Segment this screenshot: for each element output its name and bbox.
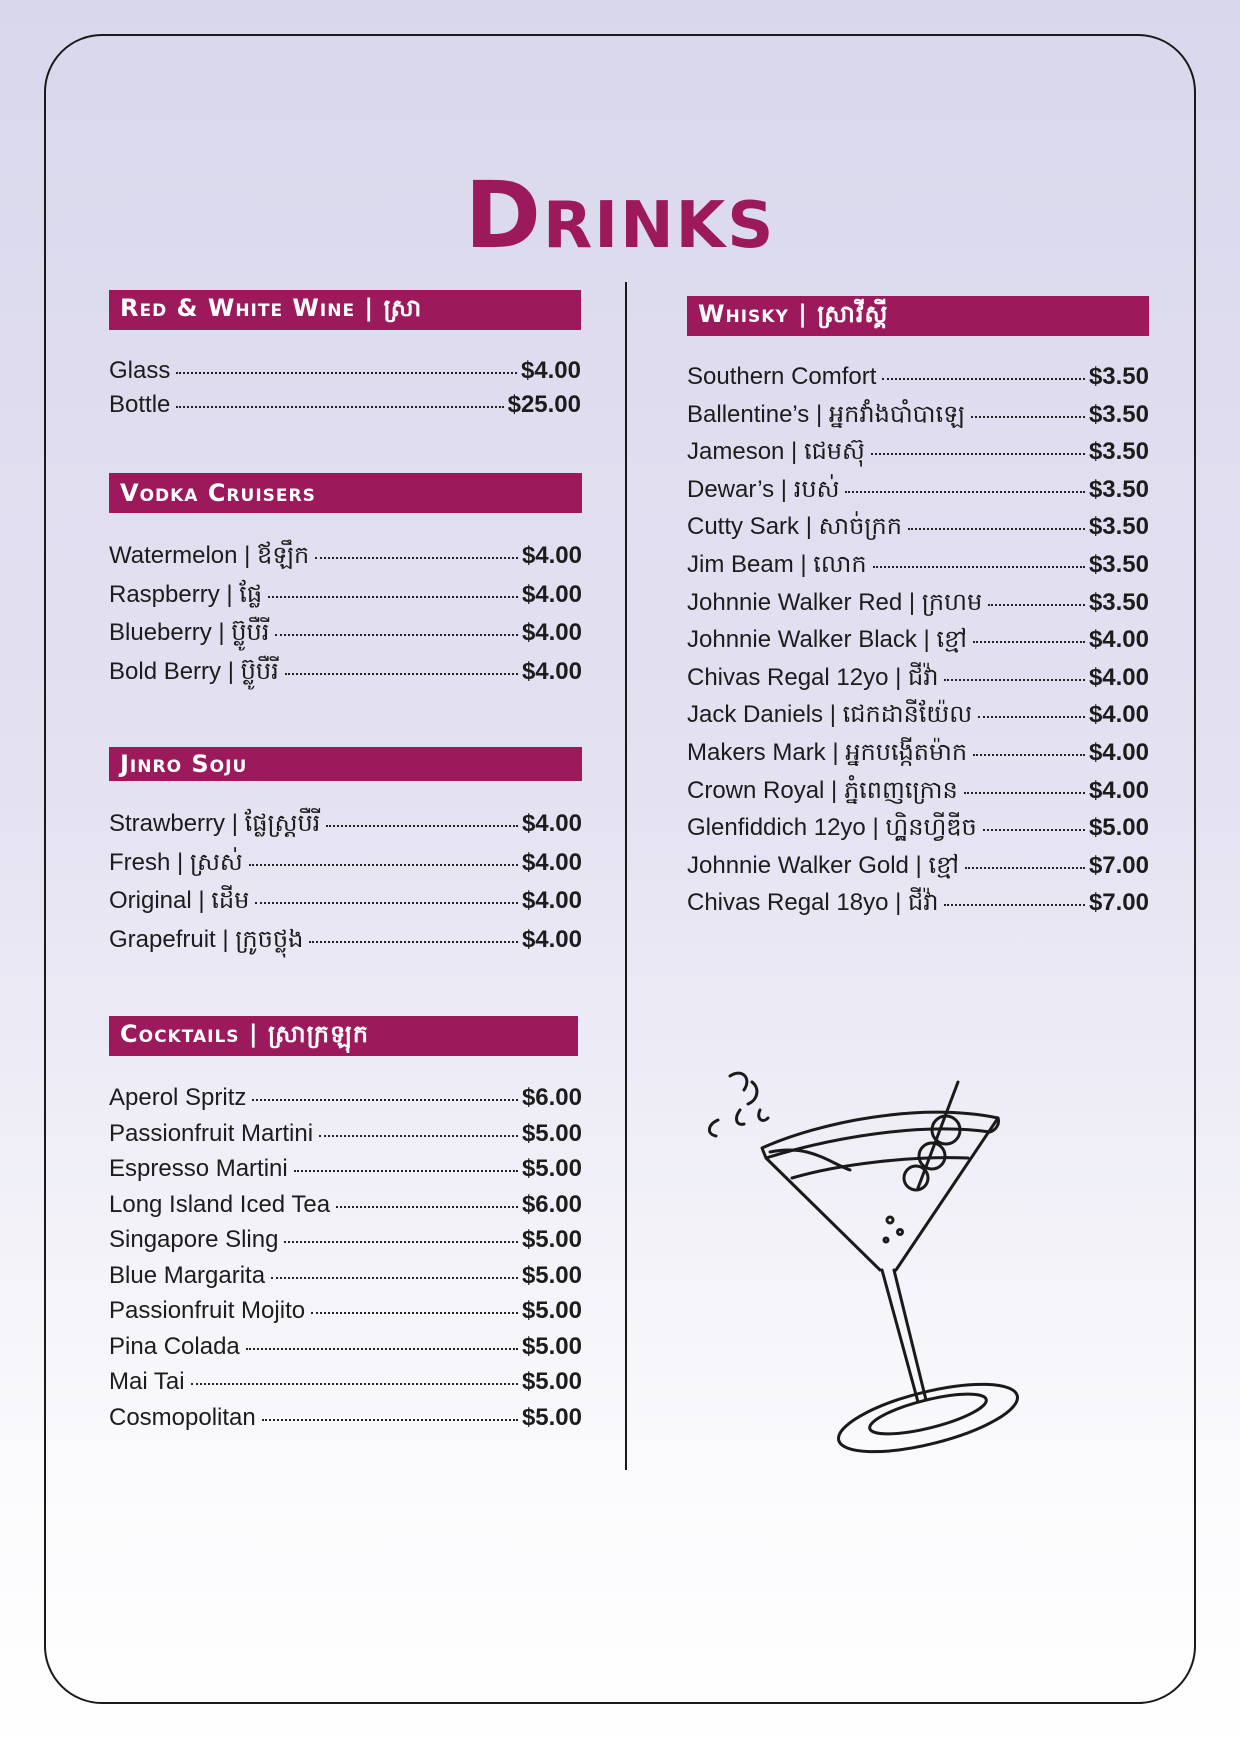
dot-leader (871, 453, 1085, 455)
item-name: Johnnie Walker Black | ខ្មៅ (687, 626, 967, 654)
item-name: Long Island Iced Tea (109, 1190, 331, 1218)
item-name: Watermelon | ឪឡឹក (109, 542, 310, 569)
dot-leader (249, 864, 518, 866)
dot-leader (176, 406, 503, 408)
dot-leader (971, 416, 1085, 418)
item-price: $5.00 (521, 1368, 582, 1395)
menu-item (687, 809, 1149, 847)
dot-leader (191, 1383, 518, 1385)
splash-droplet (748, 1082, 757, 1104)
menu-item (109, 1364, 582, 1400)
menu-item (109, 1293, 582, 1329)
dot-leader (336, 1206, 518, 1208)
menu-item (687, 884, 1149, 922)
menu-item (109, 1222, 582, 1258)
item-price: $6.00 (521, 1190, 582, 1218)
glass-bowl-side (766, 1158, 880, 1270)
item-name: Chivas Regal 12yo | ជីវ៉ា (687, 663, 939, 691)
item-name: Glenfiddich 12yo | ហ្គ្លិនហ្វីឌីច (687, 814, 977, 842)
menu-item (687, 621, 1149, 659)
item-price: $4.00 (1088, 701, 1149, 729)
dot-leader (983, 829, 1085, 831)
menu-item (109, 388, 581, 422)
item-price: $5.00 (521, 1332, 582, 1360)
dot-leader (326, 825, 518, 827)
item-price: $3.50 (1088, 400, 1149, 428)
item-price: $3.50 (1088, 588, 1149, 616)
dot-leader (908, 528, 1085, 530)
section-header: Jinro Soju (109, 747, 582, 781)
item-price: $5.00 (521, 1226, 582, 1253)
item-name: Passionfruit Mojito (109, 1297, 306, 1324)
item-price: $3.50 (1088, 513, 1149, 541)
item-name: Singapore Sling (109, 1226, 279, 1253)
dot-leader (262, 1419, 518, 1421)
item-name: Pina Colada (109, 1332, 240, 1360)
item-price: $5.00 (1088, 814, 1149, 842)
section-wine (109, 290, 581, 422)
dot-leader (973, 641, 1085, 643)
column-divider (625, 282, 627, 1470)
glass-base-inner (866, 1386, 989, 1442)
bubble (884, 1238, 888, 1242)
item-name: Jameson | ជេមស៊ុ (687, 438, 865, 466)
splash-droplet (737, 1110, 744, 1124)
item-list (109, 1080, 582, 1435)
item-list (109, 805, 582, 959)
dot-leader (285, 673, 518, 675)
menu-item (109, 1080, 582, 1116)
martini-glass-illustration (700, 1060, 1050, 1460)
item-price: $5.00 (521, 1119, 582, 1147)
menu-item (687, 772, 1149, 810)
dot-leader (246, 1348, 518, 1350)
menu-item (687, 659, 1149, 697)
menu-item (109, 1329, 582, 1365)
menu-item (109, 1116, 582, 1152)
item-price: $6.00 (521, 1084, 582, 1111)
menu-item (687, 358, 1149, 396)
item-price: $7.00 (1088, 889, 1149, 917)
item-list (687, 358, 1149, 922)
item-name: Johnnie Walker Red | ក្រហម (687, 588, 983, 616)
item-name: Jack Daniels | ជេកដានីយ៉ែល (687, 701, 973, 729)
item-name: Strawberry | ផ្លែស្ត្របឺរី (109, 810, 321, 837)
item-name: Bottle (109, 391, 171, 418)
item-price: $3.50 (1088, 550, 1149, 578)
item-name: Southern Comfort (687, 363, 877, 390)
section-jinro-soju (109, 747, 582, 959)
dot-leader (944, 679, 1084, 681)
dot-leader (988, 604, 1085, 606)
item-price: $4.00 (1088, 776, 1149, 804)
dot-leader (845, 491, 1085, 493)
dot-leader (268, 596, 518, 598)
menu-item (687, 433, 1149, 471)
dot-leader (176, 372, 517, 374)
glass-base (832, 1371, 1023, 1460)
item-price: $4.00 (521, 657, 582, 685)
cherry (904, 1166, 928, 1190)
item-name: Original | ដើម (109, 887, 250, 914)
dot-leader (973, 754, 1085, 756)
menu-item (109, 844, 582, 883)
item-price: $5.00 (521, 1297, 582, 1324)
dot-leader (271, 1277, 518, 1279)
splash-droplet (759, 1110, 768, 1120)
item-name: Chivas Regal 18yo | ជីវ៉ា (687, 889, 939, 917)
menu-item (109, 537, 582, 576)
menu-item (109, 921, 582, 960)
item-price: $4.00 (521, 580, 582, 608)
section-cocktails (109, 1016, 582, 1435)
item-name: Bold Berry | ប៊្លូបឺរី (109, 657, 279, 685)
item-name: Johnnie Walker Gold | ខ្មៅ (687, 851, 959, 879)
item-name: Espresso Martini (109, 1155, 288, 1182)
item-name: Makers Mark | អ្នកបង្កើតម៉ាក (687, 738, 968, 766)
item-price: $4.00 (521, 542, 582, 569)
item-name: Fresh | ស្រស់ (109, 848, 243, 876)
menu-item (109, 805, 582, 844)
item-price: $3.50 (1088, 363, 1149, 390)
item-name: Mai Tai (109, 1368, 185, 1395)
dot-leader (978, 716, 1085, 718)
bubble (898, 1230, 903, 1235)
item-name: Glass (109, 357, 171, 384)
dot-leader (311, 1312, 518, 1314)
item-name: Crown Royal | ភ្នំពេញក្រោន (687, 776, 958, 804)
section-whisky (687, 296, 1149, 922)
item-price: $4.00 (521, 848, 582, 876)
dot-leader (873, 566, 1085, 568)
item-price: $5.00 (521, 1261, 582, 1289)
menu-item (109, 653, 582, 692)
item-list (109, 537, 582, 691)
menu-item (687, 546, 1149, 584)
item-name: Passionfruit Martini (109, 1119, 314, 1147)
item-price: $4.00 (521, 925, 582, 953)
dot-leader (255, 902, 518, 904)
item-price: $4.00 (521, 619, 582, 646)
dot-leader (315, 557, 518, 559)
menu-item (109, 354, 581, 388)
splash-droplet (730, 1073, 747, 1090)
menu-item (687, 471, 1149, 509)
menu-item (687, 396, 1149, 434)
menu-item (687, 508, 1149, 546)
section-header: Whisky | ស្រាវីស្គី (687, 296, 1149, 336)
item-price: $4.00 (521, 887, 582, 914)
item-name: Dewar’s | របស់ (687, 475, 840, 503)
dot-leader (284, 1241, 517, 1243)
dot-leader (294, 1170, 518, 1172)
item-price: $5.00 (521, 1155, 582, 1182)
menu-item (109, 882, 582, 921)
menu-item (109, 1187, 582, 1223)
menu-item (109, 1151, 582, 1187)
section-header: Red & White Wine | ស្រា (109, 290, 581, 330)
splash-droplet (709, 1120, 718, 1136)
item-name: Blue Margarita (109, 1261, 266, 1289)
section-header: Vodka Cruisers (109, 473, 582, 513)
menu-item (687, 584, 1149, 622)
item-price: $3.50 (1088, 475, 1149, 503)
menu-item (687, 847, 1149, 885)
item-price: $4.00 (520, 357, 581, 384)
dot-leader (252, 1099, 518, 1101)
item-name: Aperol Spritz (109, 1084, 247, 1111)
item-name: Jim Beam | លោក (687, 550, 867, 578)
section-vodka-cruisers (109, 473, 582, 691)
item-price: $7.00 (1088, 851, 1149, 879)
glass-bowl-side (896, 1118, 998, 1270)
bubble (887, 1217, 893, 1223)
cocktail-pick (918, 1082, 958, 1188)
menu-item (109, 576, 582, 615)
menu-item (687, 734, 1149, 772)
menu-item (109, 1258, 582, 1294)
item-price: $25.00 (507, 391, 581, 418)
item-price: $4.00 (521, 810, 582, 837)
dot-leader (319, 1135, 518, 1137)
item-list (109, 354, 581, 422)
item-price: $4.00 (1088, 738, 1149, 766)
menu-item (109, 614, 582, 653)
page-title: Drinks (464, 161, 776, 269)
item-name: Ballentine’s | អ្នកវាំងបាំបាឡេ (687, 400, 965, 428)
item-name: Cutty Sark | សាច់ក្រក (687, 513, 902, 541)
dot-leader (309, 941, 518, 943)
dot-leader (965, 867, 1085, 869)
dot-leader (964, 792, 1085, 794)
item-name: Cosmopolitan (109, 1403, 256, 1431)
menu-item (109, 1400, 582, 1436)
item-name: Blueberry | ប៊្លូបឺរី (109, 619, 270, 646)
item-price: $5.00 (521, 1403, 582, 1431)
item-name: Raspberry | ផ្លែ (109, 580, 263, 608)
item-price: $4.00 (1088, 626, 1149, 654)
section-header: Cocktails | ស្រាក្រឡុក (109, 1016, 578, 1056)
dot-leader (944, 904, 1084, 906)
item-price: $3.50 (1088, 438, 1149, 466)
dot-leader (882, 378, 1085, 380)
liquid-surface (792, 1158, 968, 1178)
dot-leader (275, 634, 518, 636)
item-price: $4.00 (1088, 663, 1149, 691)
menu-item (687, 696, 1149, 734)
item-name: Grapefruit | ក្រូចថ្លុង (109, 925, 304, 953)
